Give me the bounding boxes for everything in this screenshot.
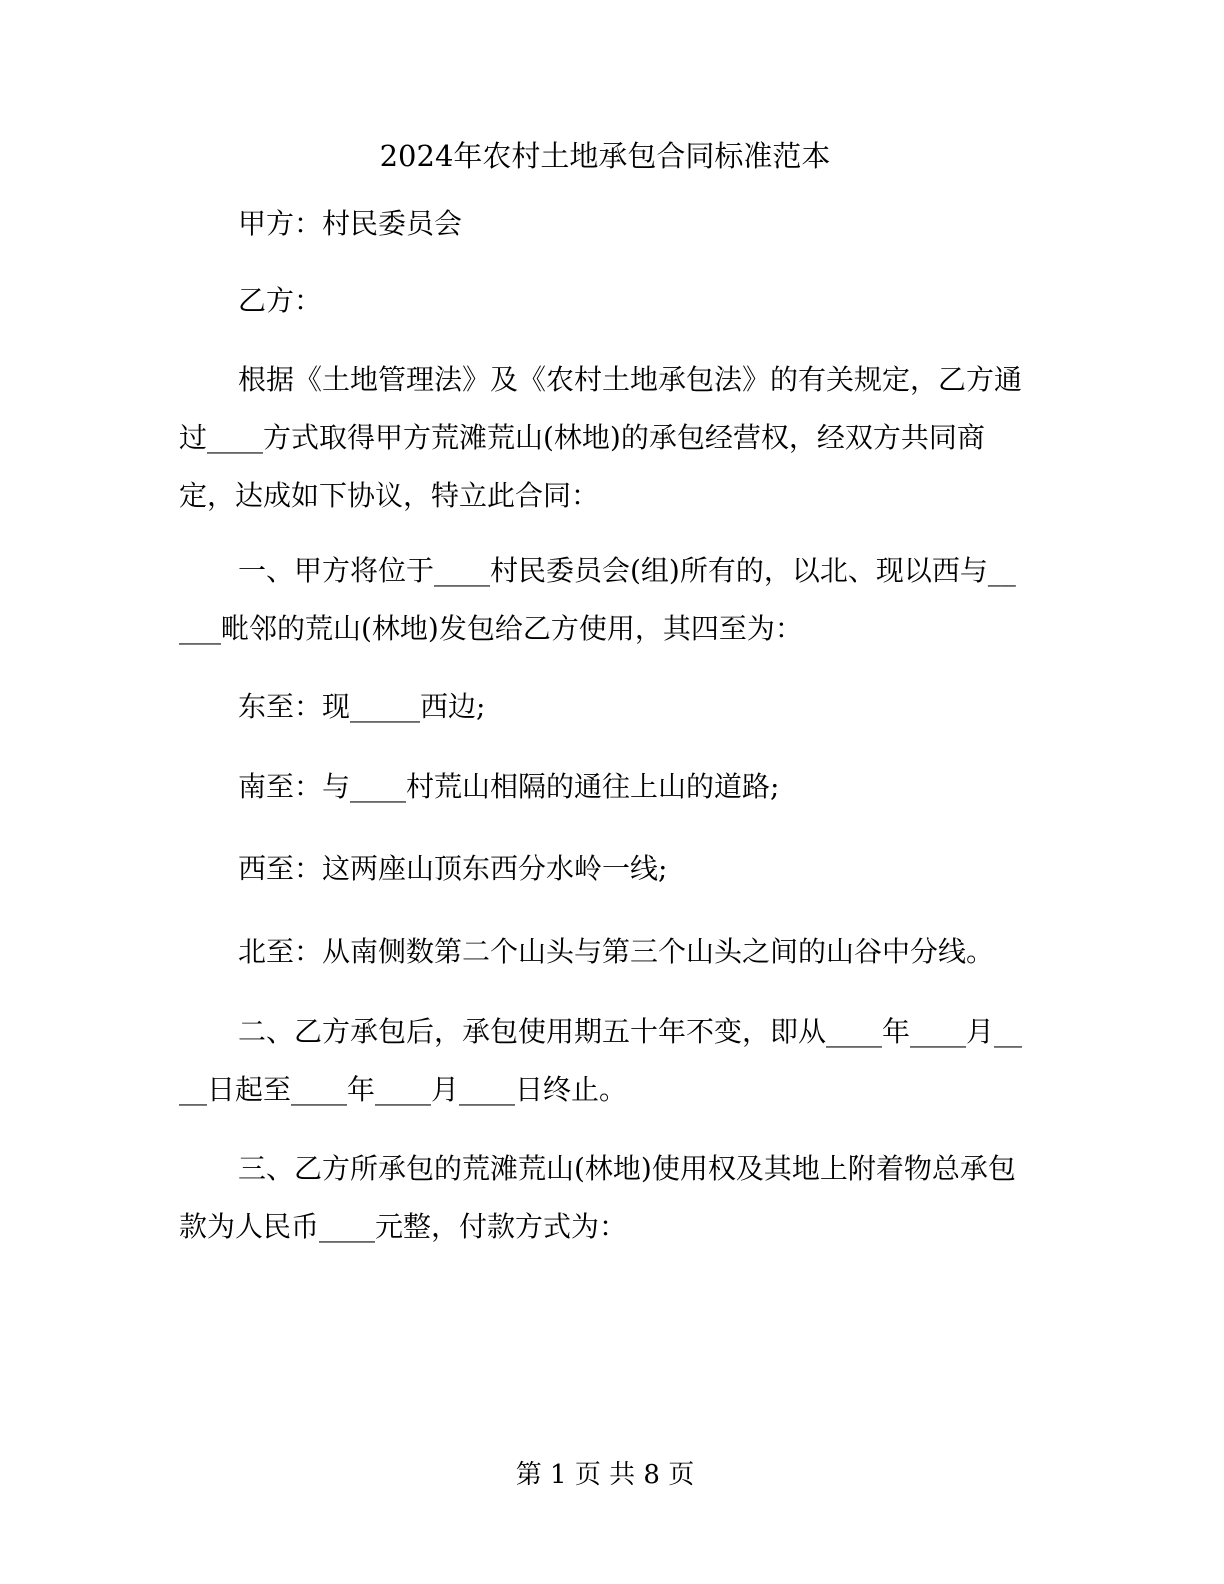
clause-3-paragraph: 三、乙方所承包的荒滩荒山(林地)使用权及其地上附着物总承包款为人民币____元整，付款方式为：: [179, 1152, 1016, 1243]
clause-1-paragraph: 一、甲方将位于____村民委员会(组)所有的，以北、现以西与_____毗邻的荒山(林地)发包给乙方使用，其四至为：: [179, 554, 1016, 645]
boundary-east: 东至：现_____西边;: [238, 690, 486, 723]
boundary-south: 南至：与____村荒山相隔的通往上山的道路;: [238, 770, 780, 803]
page-footer: 第 1 页 共 8 页: [515, 1460, 695, 1490]
party-a: 甲方：村民委员会: [238, 207, 463, 240]
boundary-west: 西至：这两座山顶东西分水岭一线;: [238, 852, 668, 885]
clause-2-paragraph: 二、乙方承包后，承包使用期五十年不变，即从____年____月____日起至____年____月____日终止。: [179, 1015, 1023, 1106]
document-title: 2024年农村土地承包合同标准范本: [379, 139, 831, 173]
party-b: 乙方：: [238, 284, 323, 317]
preamble-paragraph: 根据《土地管理法》及《农村土地承包法》的有关规定，乙方通过____方式取得甲方荒滩荒山(林地)的承包经营权，经双方共同商定，达成如下协议，特立此合同：: [179, 363, 1023, 512]
boundary-north: 北至：从南侧数第二个山头与第三个山头之间的山谷中分线。: [238, 935, 995, 968]
